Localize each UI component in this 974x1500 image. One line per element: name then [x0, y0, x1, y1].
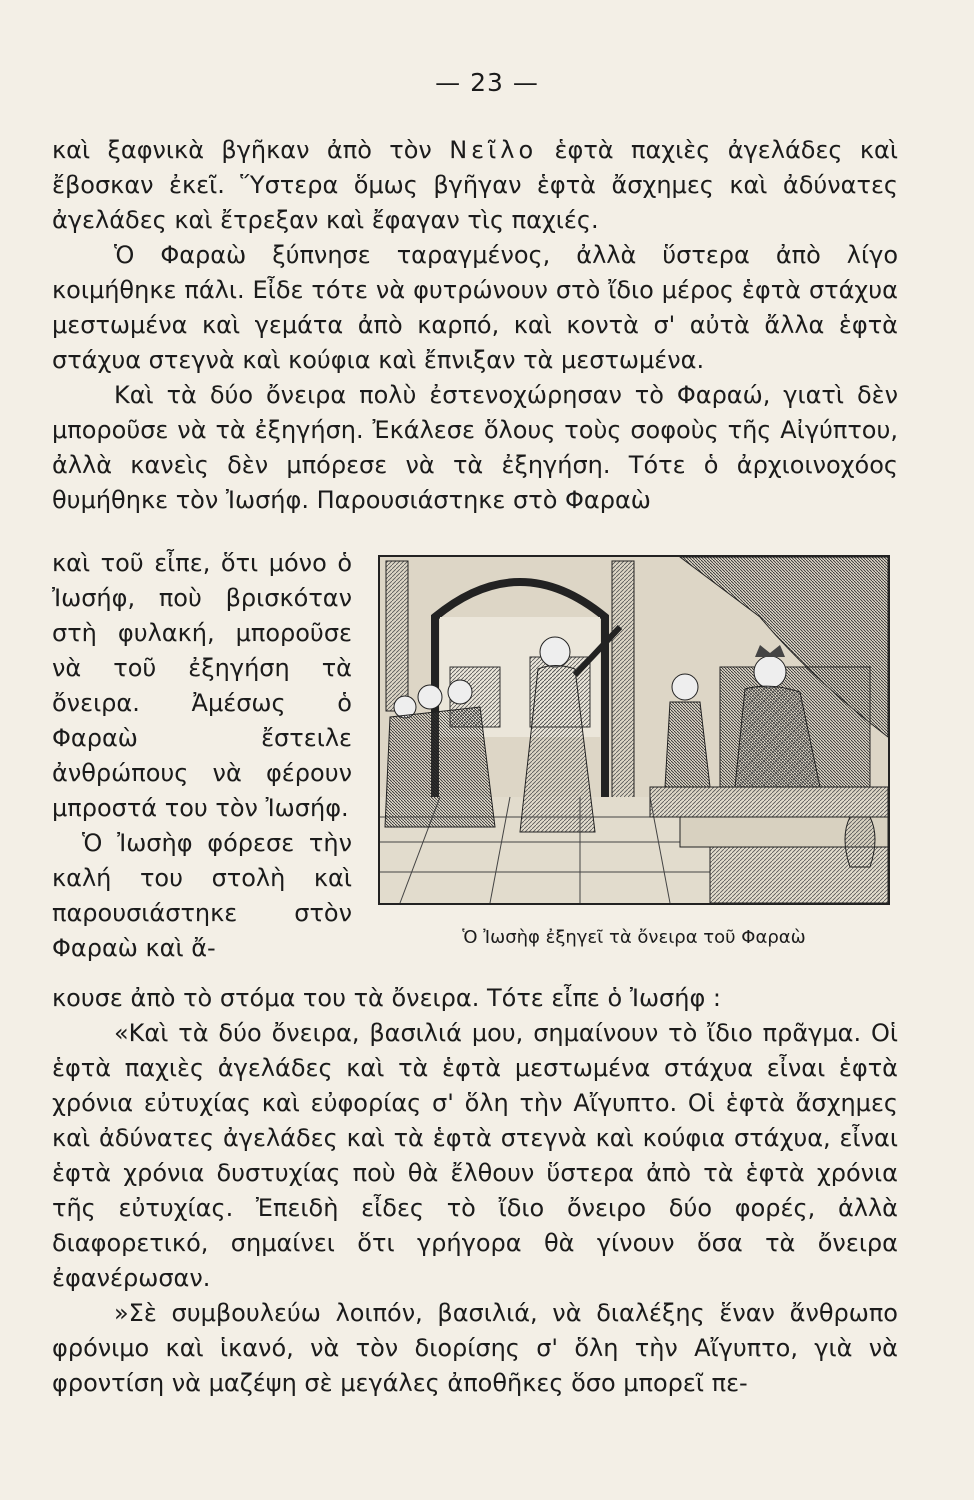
paragraph-5: «Καὶ τὰ δύο ὄνειρα, βασιλιά μου, σημαίνουν τὸ ἴδιο πρᾶγμα. Οἱ ἑφτὰ παχιὲς ἀγελάδες καὶ τὰ ἑφτὰ μεστωμένα στάχυα εἶναι ἑφτὰ χρόνια εὐτυχίας καὶ εὐφορίας σ' ὅλη τὴν Αἴγυπτο. Οἱ ἑφτὰ ἄσχημες καὶ ἀδύνατες ἀγελάδες καὶ τὰ ἑφτὰ στεγνὰ καὶ κούφια στάχυα, εἶναι ἑφτὰ χρόνια δυστυχίας ποὺ θὰ ἔλθουν ὕστερα ἀπὸ τὰ ἑφτὰ χρόνια τῆς εὐτυχίας. Ἐπειδὴ εἶδες τὸ ἴδιο ὄνειρο δύο φορές, ἀλλὰ διαφορετικό, σημαίνει ὅτι γρήγορα θὰ γίνουν ὅσα τὰ ὄνειρα ἐφανέρωσαν. — [52, 1019, 898, 1292]
paragraph-6: »Σὲ συμβουλεύω λοιπόν, βασιλιά, νὰ διαλέξης ἕναν ἄνθρωπο φρόνιμο καὶ ἱκανό, νὰ τὸν διορίσης σ' ὅλη τὴν Αἴγυπτο, γιὰ νὰ φροντίση νὰ μαζέψη σὲ μεγάλες ἀποθῆκες ὅσο μπορεῖ πε- — [52, 1299, 898, 1397]
left-paragraph-1: καὶ τοῦ εἶπε, ὅτι μόνο ὁ Ἰωσήφ, ποὺ βρισκόταν στὴ φυλακή, μποροῦσε νὰ τοῦ ἐξηγήση τὰ ὄνειρα. Ἀμέσως ὁ Φαραὼ ἔστειλε ἀνθρώπους νὰ φέρουν μπροστά του τὸν Ἰωσήφ. — [52, 549, 352, 822]
paragraph-4: κουσε ἀπὸ τὸ στόμα του τὰ ὄνειρα. Τότε εἶπε ὁ Ἰωσήφ : — [52, 984, 722, 1012]
left-paragraph-2: Ὁ Ἰωσὴφ φόρεσε τὴν καλή του στολὴ καὶ παρουσιάστηκε στὸν Φαραὼ καὶ ἄ- — [52, 829, 352, 962]
joseph-before-pharaoh-engraving — [380, 557, 888, 903]
paragraph-3: Καὶ τὰ δύο ὄνειρα πολὺ ἐστενοχώρησαν τὸ Φαραώ, γιατὶ δὲν μποροῦσε νὰ τὰ ἐξηγήση. Ἐκάλεσε ὅλους τοὺς σοφοὺς τῆς Αἰγύπτου, ἀλλὰ κανεὶς δὲν μπόρεσε νὰ τὰ ἐξηγήση. Τότε ὁ ἀρχιοινοχόος θυμήθηκε τὸν Ἰωσήφ. Παρουσιάστηκε στὸ Φαραὼ — [52, 381, 898, 514]
page-number: — 23 — — [435, 68, 539, 97]
left-column-text — [52, 546, 352, 966]
engraving-illustration — [378, 555, 890, 905]
paragraph-1: καὶ ξαφνικὰ βγῆκαν ἀπὸ τὸν Νεῖλο ἑφτὰ παχιὲς ἀγελάδες καὶ ἔβοσκαν ἐκεῖ. Ὕστερα ὅμως βγῆγαν ἑφτὰ ἄσχημες καὶ ἀδύνατες ἀγελάδες καὶ ἔτρεξαν καὶ ἔφαγαν τὶς παχιές. — [52, 136, 898, 234]
figure-caption: Ὁ Ἰωσὴφ ἐξηγεῖ τὰ ὄνειρα τοῦ Φαραὼ — [462, 927, 806, 948]
top-text-block — [52, 133, 898, 518]
bottom-text-block — [52, 981, 898, 1401]
paragraph-2: Ὁ Φαραὼ ξύπνησε ταραγμένος, ἀλλὰ ὕστερα ἀπὸ λίγο κοιμήθηκε πάλι. Εἶδε τότε νὰ φυτρώνουν στὸ ἴδιο μέρος ἑφτὰ στάχυα μεστωμένα καὶ γεμάτα ἀπὸ καρπό, καὶ κοντὰ σ' αὐτὰ ἄλλα ἑφτὰ στάχυα στεγνὰ καὶ κούφια καὶ ἔπνιξαν τὰ μεστωμένα. — [52, 241, 898, 374]
